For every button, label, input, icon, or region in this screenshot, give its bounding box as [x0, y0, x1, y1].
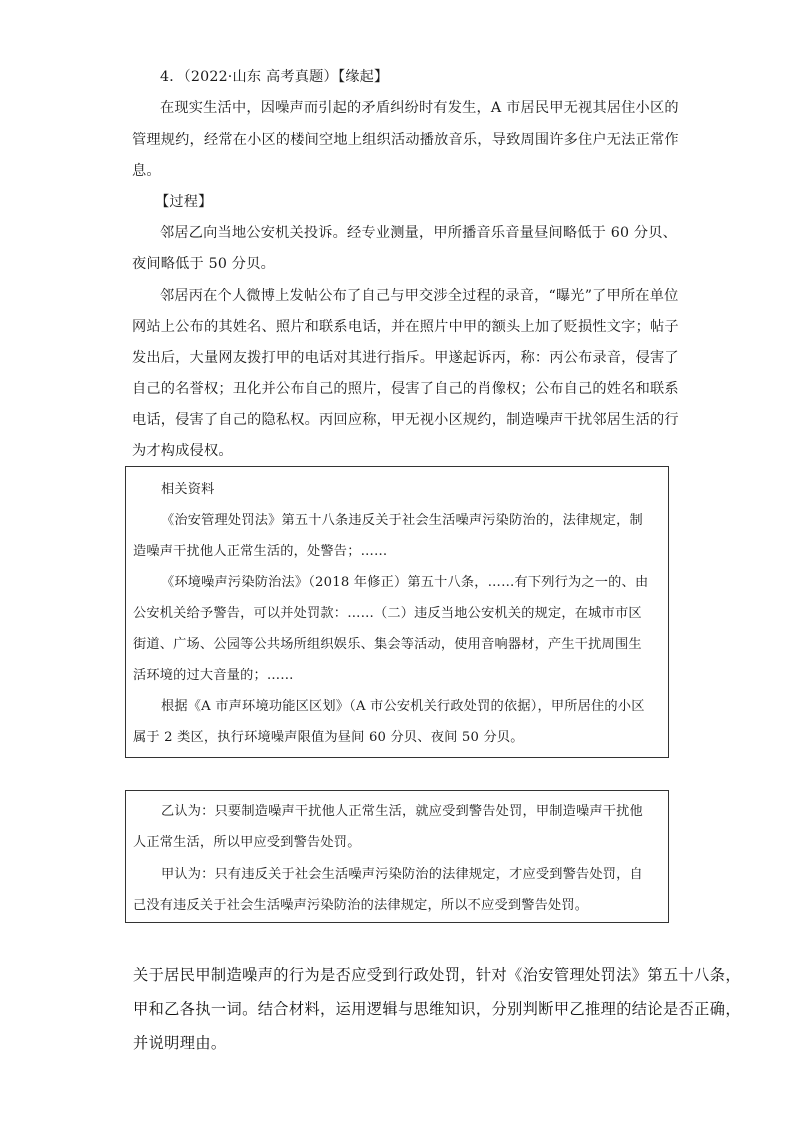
- process-line: 邻居乙向当地公安机关投诉。经专业测量，甲所播音乐音量昼间略低于 60 分贝、: [160, 225, 678, 241]
- prompt-line: 关于居民甲制造噪声的行为是否应受到行政处罚，针对《治安管理处罚法》第五十八条，: [133, 966, 741, 984]
- opinion-line: 乙认为：只要制造噪声干扰他人正常生活，就应受到警告处罚，甲制造噪声干扰他: [161, 804, 643, 819]
- intro-line: 息。: [132, 163, 161, 179]
- opinion-line: 人正常生活，所以甲应受到警告处罚。: [133, 835, 361, 850]
- process-line: 发出后，大量网友拨打甲的电话对其进行指斥。甲遂起诉丙，称：丙公布录音，侵害了: [132, 350, 679, 366]
- opinion-line: 己没有违反关于社会生活噪声污染防治的法律规定，所以不应受到警告处罚。: [133, 898, 589, 913]
- process-line: 为才构成侵权。: [132, 443, 233, 459]
- materials-line: 《环境噪声污染防治法》（2018 年修正）第五十八条，……有下列行为之一的、由: [161, 575, 649, 590]
- related-materials-box: [125, 466, 669, 758]
- process-line: 自己的名誉权；丑化并公布自己的照片，侵害了自己的肖像权；公布自己的姓名和联系: [132, 381, 679, 397]
- materials-line: 《治安管理处罚法》第五十八条违反关于社会生活噪声污染防治的，法律规定，制: [161, 513, 643, 528]
- process-title: 【过程】: [155, 194, 213, 210]
- prompt-line: 并说明理由。: [133, 1034, 227, 1052]
- opinion-line: 甲认为：只有违反关于社会生活噪声污染防治的法律规定，才应受到警告处罚，自: [161, 867, 643, 882]
- opinions-box: [125, 790, 669, 923]
- materials-line: 公安机关给予警告，可以并处罚款：……（二）违反当地公安机关的规定，在城市市区: [133, 606, 642, 621]
- process-line: 电话，侵害了自己的隐私权。丙回应称，甲无视小区规约，制造噪声干扰邻居生活的行: [132, 412, 679, 428]
- materials-title: 相关资料: [161, 482, 215, 497]
- materials-line: 街道、广场、公园等公共场所组织娱乐、集会等活动，使用音响器材，产生干扰周围生: [133, 637, 642, 652]
- materials-line: 造噪声干扰他人正常生活的，处警告；……: [133, 544, 388, 559]
- intro-line: 管理规约，经常在小区的楼间空地上组织活动播放音乐，导致周围许多住户无法正常作: [132, 132, 679, 148]
- process-line: 邻居丙在个人微博上发帖公布了自己与甲交涉全过程的录音，“曝光”了甲所在单位: [160, 288, 679, 304]
- question-header: 4．（2022·山东 高考真题）【缘起】: [160, 69, 389, 85]
- prompt-line: 甲和乙各执一词。结合材料，运用逻辑与思维知识，分别判断甲乙推理的结论是否正确，: [133, 1000, 741, 1018]
- intro-line: 在现实生活中，因噪声而引起的矛盾纠纷时有发生，A 市居民甲无视其居住小区的: [160, 100, 679, 116]
- materials-line: 活环境的过大音量的；……: [133, 668, 294, 683]
- process-line: 网站上公布的其姓名、照片和联系电话，并在照片中甲的额头上加了贬损性文字；帖子: [132, 319, 679, 335]
- materials-line: 属于 2 类区，执行环境噪声限值为昼间 60 分贝、夜间 50 分贝。: [133, 730, 524, 745]
- process-line: 夜间略低于 50 分贝。: [132, 256, 275, 272]
- materials-line: 根据《A 市声环境功能区区划》（A 市公安机关行政处罚的依据），甲所居住的小区: [161, 699, 645, 714]
